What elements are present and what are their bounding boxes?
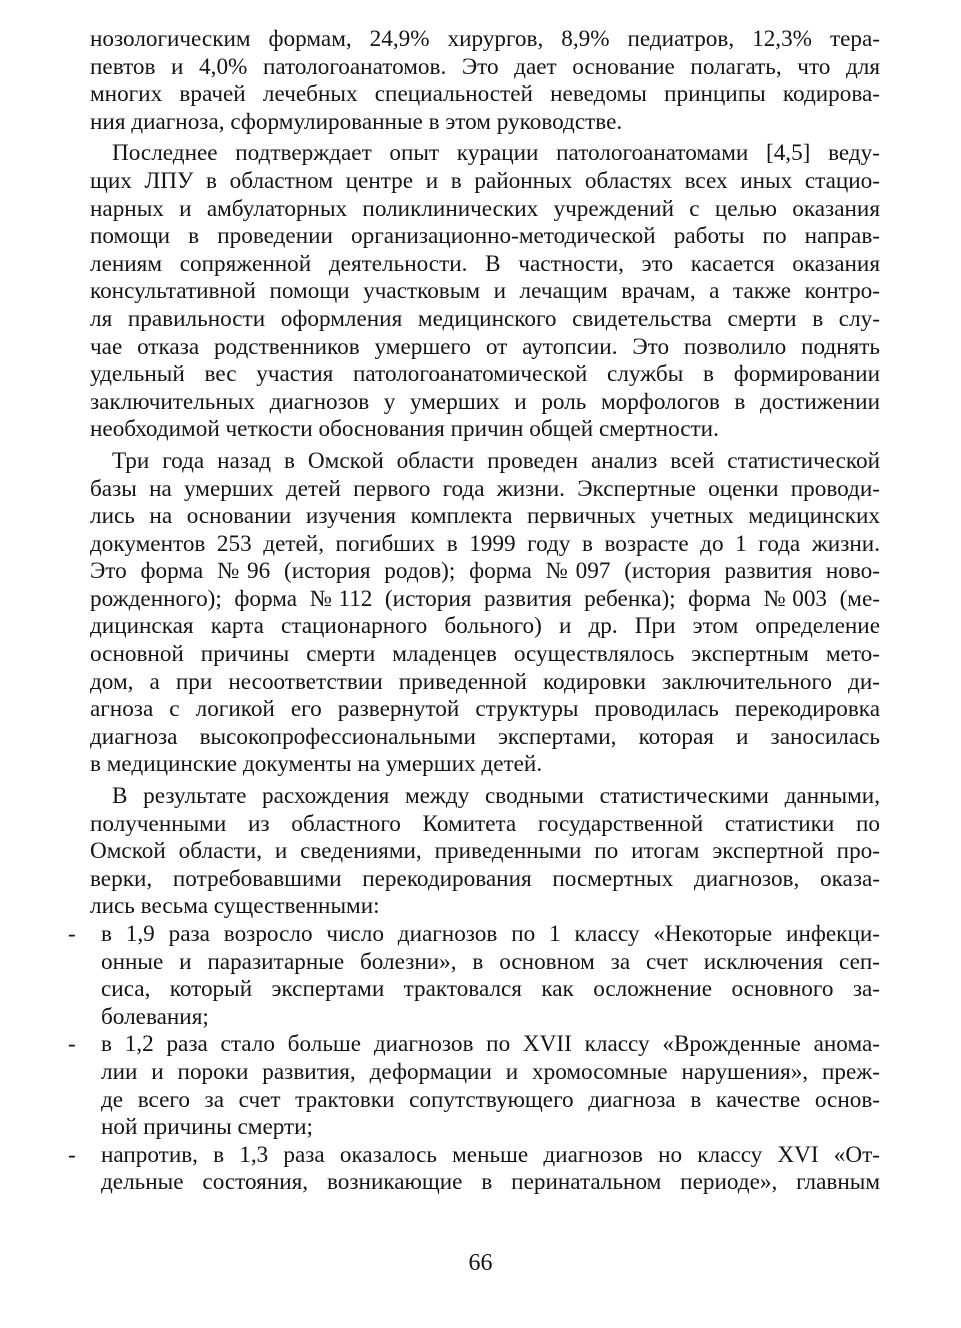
text-line	[68, 1141, 880, 1170]
list-item	[68, 921, 880, 1031]
paragraph	[90, 26, 880, 136]
text-line: нарных и амбулаторных поликлинических учреждений с целью оказания	[90, 195, 880, 222]
text-line: лись на основании изучения комплекта первичных учетных медицинских	[90, 503, 880, 530]
text-line: Омской области, и сведениями, приведенными по итогам экспертной про-	[90, 838, 880, 865]
text-line: болевания;	[101, 1003, 209, 1030]
text-line: де всего за счет трактовки сопутствующего диагноза в качестве основ-	[101, 1086, 880, 1113]
text-line: документов 253 детей, погибших в 1999 году в возрасте до 1 года жизни.	[90, 530, 880, 557]
text-line: сиса, который экспертами трактовался как осложнение основного за-	[101, 976, 880, 1003]
text-line: заключительных диагнозов у умерших и роль морфологов в достижении	[90, 388, 880, 415]
text-line: дицинская карта стационарного больного) и др. При этом определение	[90, 613, 880, 640]
text-line: Это форма №96 (история родов); форма №097 (история развития ново-	[90, 558, 880, 585]
text-line: ля правильности оформления медицинского свидетельства смерти в слу-	[90, 305, 880, 332]
page-number: 66	[468, 1250, 493, 1276]
text-line: чае отказа родственников умершего от аутопсии. Это позволило поднять	[90, 333, 880, 360]
text-line: щих ЛПУ в областном центре и в районных областях всех иных стацио-	[90, 167, 880, 194]
text-line: дом, а при несоответствии приведенной кодировки заключительного ди-	[90, 668, 880, 695]
list-item-text: в 1,9 раза возросло число диагнозов по 1 классу «Некоторые инфекци-	[101, 921, 880, 947]
text-line: нозологическим формам, 24,9% хирургов, 8,9% педиатров, 12,3% тера-	[90, 26, 880, 52]
text-line: удельный вес участия патологоанатомической службы в формировании	[90, 361, 880, 388]
text-line: онные и паразитарные болезни», в основном за счет исключения сеп-	[101, 948, 880, 975]
text-line: лениям сопряженной деятельности. В частности, это касается оказания	[90, 250, 880, 277]
text-line: ния диагноза, сформулированные в этом руководстве.	[90, 108, 623, 135]
text-line: базы на умерших детей первого года жизни. Экспертные оценки проводи-	[90, 475, 880, 502]
list-item	[68, 1141, 880, 1197]
text-line: верки, потребовавшими перекодирования посмертных диагнозов, оказа-	[90, 865, 880, 892]
list-item	[68, 1031, 880, 1141]
paragraph	[90, 140, 880, 444]
list-item-text: в 1,2 раза стало больше диагнозов по XVII классу «Врожденные анома-	[101, 1031, 880, 1058]
text-line: Три года назад в Омской области проведен анализ всей статистической	[112, 447, 880, 474]
text-line: помощи в проведении организационно-методической работы по направ-	[90, 223, 880, 250]
text-line: необходимой четкости обоснования причин общей смертности.	[90, 416, 719, 443]
text-line: дельные состояния, возникающие в перинатальном периоде», главным	[101, 1169, 880, 1196]
text-line: многих врачей лечебных специальностей неведомы принципы кодирова-	[90, 81, 880, 108]
page-body	[68, 26, 880, 1197]
text-line: диагноза высокопрофессиональными экспертами, которая и заносилась	[90, 723, 880, 750]
text-line: основной причины смерти младенцев осуществлялось экспертным мето-	[90, 641, 880, 668]
text-line: ной причины смерти;	[101, 1114, 314, 1141]
list-marker: -	[68, 1031, 76, 1058]
text-line: певтов и 4,0% патологоанатомов. Это дает основание полагать, что для	[90, 53, 880, 80]
bullet-list	[68, 921, 880, 1197]
text-line	[68, 921, 880, 949]
text-line: лии и пороки развития, деформации и хромосомные нарушения», преж-	[101, 1058, 880, 1085]
paragraph	[90, 448, 880, 779]
text-line: полученными из областного Комитета государственной статистики по	[90, 810, 880, 837]
text-line: Последнее подтверждает опыт курации патологоанатомами [4,5] веду-	[112, 140, 880, 167]
text-line: в медицинские документы на умерших детей.	[90, 751, 543, 778]
text-line: консультативной помощи участковым и лечащим врачам, а также контро-	[90, 278, 880, 305]
list-marker: -	[68, 921, 76, 947]
text-line: лись весьма существенными:	[90, 893, 380, 920]
text-line: В результате расхождения между сводными статистическими данными,	[112, 783, 880, 810]
text-line	[68, 1031, 880, 1059]
text-line: рожденного); форма №112 (история развития ребенка); форма №003 (ме-	[90, 585, 880, 612]
list-item-text: напротив, в 1,3 раза оказалось меньше диагнозов но классу XVI «От-	[101, 1141, 880, 1168]
list-marker: -	[68, 1141, 76, 1168]
text-line: агноза с логикой его развернутой структуры проводилась перекодировка	[90, 696, 880, 723]
paragraph	[90, 783, 880, 921]
